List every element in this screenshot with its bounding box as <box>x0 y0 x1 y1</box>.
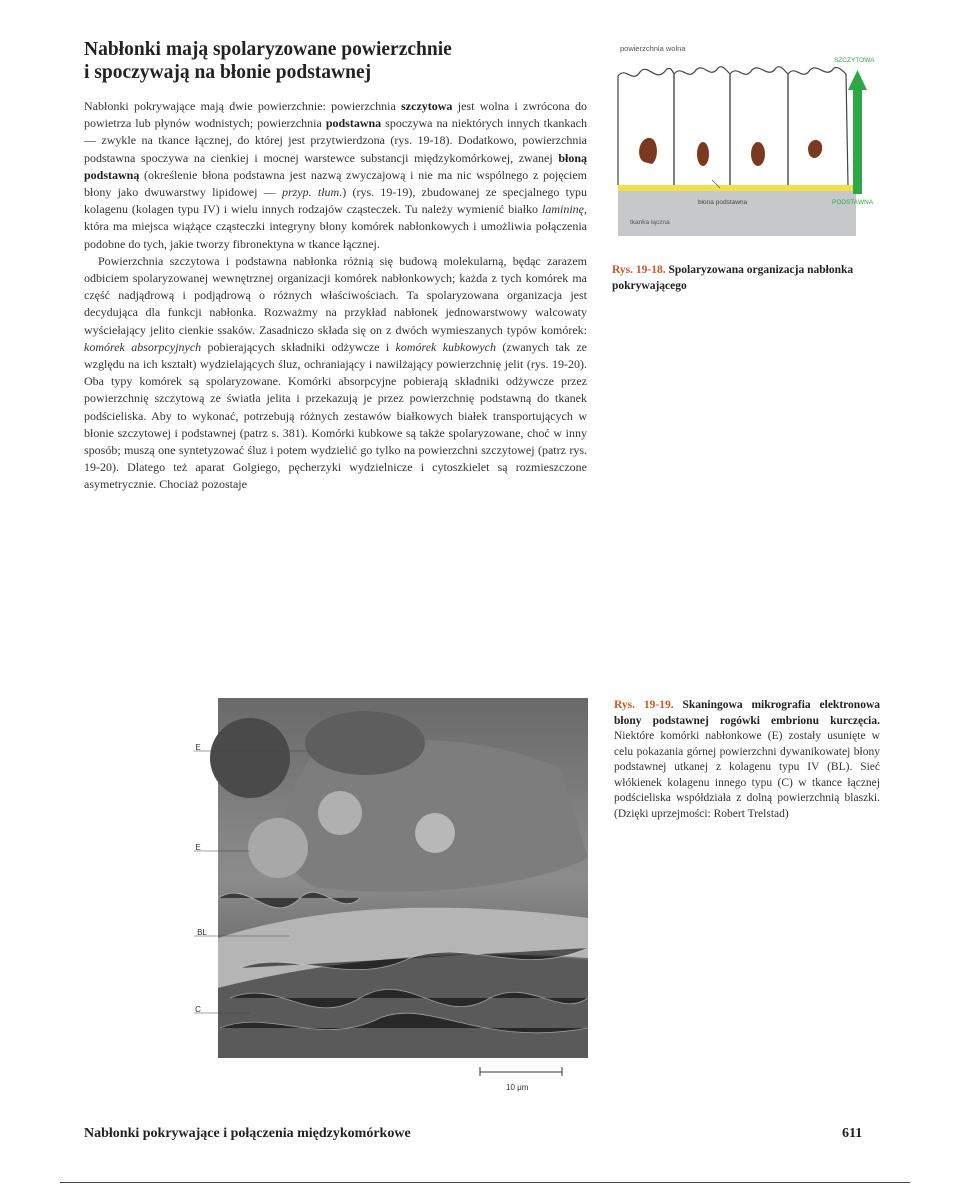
figure-19-18-caption <box>612 263 894 294</box>
nucleus-1 <box>639 138 657 164</box>
term-komorki-kubkowe: komórek kubkowych <box>395 339 497 354</box>
label-e2: E <box>195 843 201 852</box>
figure-19-19-caption <box>614 698 880 822</box>
nucleus-3 <box>751 142 765 166</box>
caption-label-19-18: Rys. 19-18. <box>612 264 666 276</box>
page-number: 611 <box>842 1126 863 1141</box>
p2-text-2: pobierających składniki odżywcze i <box>201 339 396 354</box>
epithelial-cell-4 <box>305 711 425 775</box>
label-wolna: powierzchnia wolna <box>620 44 686 53</box>
p2-text-1: Powierzchnia szczytowa i podstawna nabłonka różnią się budową molekularną, będąc zarazem odbiciem spolaryzowanej wewnętrznej organizacji komórek nabłonkowych; każda z tych komórek ma część nadjądrową i podjądrową o różnych właściwościach. Ta spolaryzowana organizacja jest decydująca dla funkcji nabłonka. Rozważmy na przykład nabłonek jednowarstwowy walcowaty wyściełający jelito cienkie ssaków. Zasadniczo składa się on z dwóch wymieszanych typów komórek: <box>84 253 587 337</box>
label-tkanka-laczna: tkanka łączna <box>630 219 670 226</box>
caption-title-19-19: Skaningowa mikrografia elektronowa błony podstawnej rogówki embrionu kurczęcia. <box>614 699 880 727</box>
epithelial-cell-5 <box>210 718 290 798</box>
bottom-rule <box>60 1182 910 1183</box>
label-szczytowa: SZCZYTOWA <box>834 57 875 64</box>
heading-line-2: i spoczywają na błonie podstawnej <box>84 62 372 83</box>
cell-4 <box>788 67 848 185</box>
paragraph-1 <box>84 98 587 253</box>
paragraph-2 <box>84 253 587 494</box>
scale-label: 10 μm <box>506 1083 529 1092</box>
polarity-arrow-shaft <box>853 86 862 194</box>
epithelium-polarity-diagram <box>612 40 904 240</box>
term-blona-podstawna: błoną podstawną <box>84 150 587 182</box>
label-bl: BL <box>197 928 207 937</box>
term-podstawna: podstawna <box>325 116 382 131</box>
epithelial-cell-3 <box>415 813 455 853</box>
section-heading <box>84 38 584 84</box>
epithelial-cell-1 <box>248 818 308 878</box>
cell-1 <box>618 68 674 185</box>
polarity-arrow-head <box>848 70 867 90</box>
translator-note: przyp. tłum. <box>281 185 343 200</box>
nucleus-4 <box>808 140 822 158</box>
epithelial-cell-2 <box>318 791 362 835</box>
caption-label-19-19: Rys. 19-19. <box>614 699 674 711</box>
p1-text-3: spoczywa na niektórych innych tkankach — zwykle na tkance łącznej, do której jest przytwierdzona (rys. 19-18). Dodatkowo, powierzchnia podstawna spoczywa na cienkiej i mocnej warstewce substancji międzykomórkowej, zwanej <box>84 116 587 165</box>
cell-3 <box>730 67 788 185</box>
heading-line-1: Nabłonki mają spolaryzowane powierzchnie <box>84 39 452 60</box>
p2-text-3: (zwanych tak ze względu na ich kształt) wydzielających śluz, ochraniający i nawilżający powierzchnię jelit (rys. 19-20). Oba typy komórek są spolaryzowane. Komórki absorpcyjne pobierają składniki odżywcze przez powierzchnię szczytową ze światła jelita i przekazują je przez powierzchnię podstawną do tkanek podścieliska. Aby to wykonać, potrzebują różnych zestawów białkowych białek transportujących w błonie szczytowej i podstawnej (patrz s. 381). Komórki kubkowe są także spolaryzowane, choć w inny sposób; muszą one syntetyzować śluz i potem wydzielić go tylko na powierzchni szczytowej (patrz rys. 19-20). Dlatego też aparat Golgiego, pęcherzyki wydzielnicze i cytoszkielet są rozmieszczone asymetrycznie. Chociaż pozostaje <box>84 339 587 492</box>
term-szczytowa: szczytowa <box>401 99 453 113</box>
p1-text-5: ) (rys. 19-19), zbudowanej ze specjalnego typu kolagenu (kolagen typu IV) i wielu innych rodzajów cząsteczek. Tu należy wymienić białko <box>84 185 588 217</box>
p1-text-1: Nabłonki pokrywające mają dwie powierzchnie: powierzchnia <box>84 99 402 113</box>
nucleus-2 <box>697 142 709 166</box>
label-blona-podstawna: błona podstawna <box>698 199 748 206</box>
body-text <box>84 98 587 494</box>
p1-text-4: (określenie błona podstawna jest nazwą zwyczajową i nie ma nic wspólnego z pojęciem błony jako dwuwarstwy lipidowej — <box>84 167 587 200</box>
cell-2 <box>674 67 730 185</box>
basal-membrane <box>618 185 856 191</box>
caption-text-19-19: Niektóre komórki nabłonkowe (E) zostały usunięte w celu pokazania górnej powierzchni dywanikowatej błony podstawnej utkanej z kolagenu typu IV (BL). Sieć włókienek kolagenu innego typu (C) w tkance łącznej podścieliska współdziała z dolną powierzchnią blaszki. (Dzięki uprzejmości: Robert Trelstad) <box>614 730 880 820</box>
p1-text-2: jest wolna i zwrócona do powietrza lub płynów wodnistych; powierzchnia <box>84 99 587 131</box>
term-komorki-absorpcyjne: komórek absorpcyjnych <box>84 339 202 354</box>
running-footer: Nabłonki pokrywające i połączenia międzykomórkowe <box>84 1126 411 1141</box>
label-e1: E <box>195 743 201 752</box>
connective-tissue <box>618 190 856 236</box>
term-laminina: lamininę <box>542 202 584 217</box>
caption-title-19-18: Spolaryzowana organizacja nabłonka pokrywającego <box>612 264 854 292</box>
p1-text-6: , która ma miejsca wiążące cząsteczki integryny błony komórek nabłonkowych i umożliwia połączenia podobne do tych, jakie tworzy fibronektyna w tkance łącznej. <box>84 202 587 251</box>
label-podstawna: PODSTAWNA <box>832 199 874 206</box>
sem-micrograph <box>190 698 600 1102</box>
label-c: C <box>195 1005 201 1014</box>
